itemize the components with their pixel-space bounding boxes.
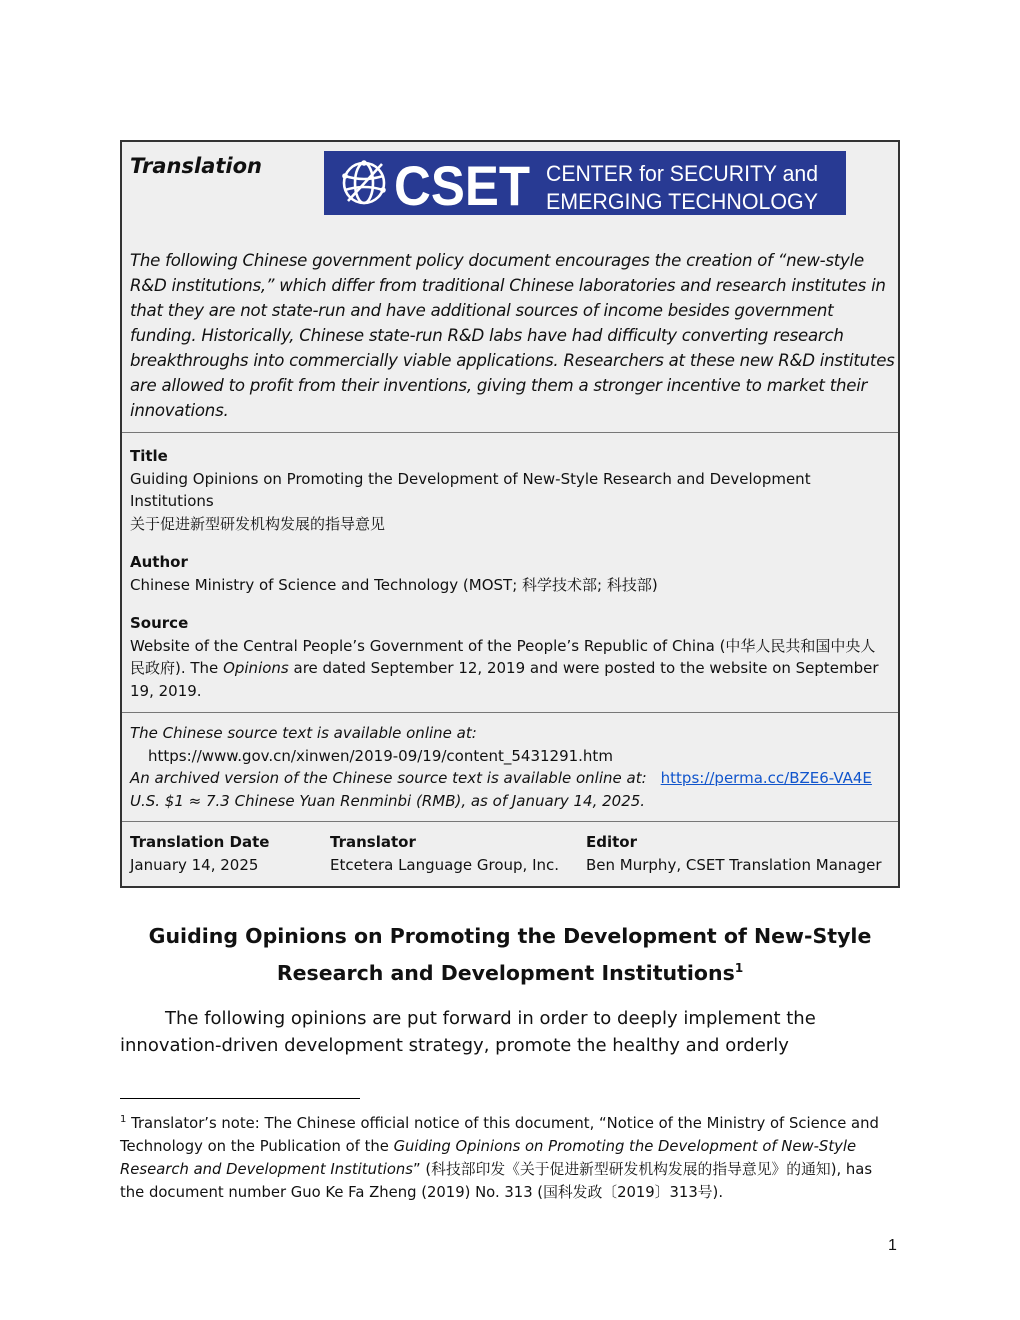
translation-date-heading: Translation Date xyxy=(130,833,270,851)
editor-heading: Editor xyxy=(586,833,637,851)
author-heading: Author xyxy=(130,553,188,571)
author-value: Chinese Ministry of Science and Technology (MOST; 科学技术部; 科技部) xyxy=(130,575,658,594)
title-footnote-mark[interactable]: 1 xyxy=(734,961,744,975)
archive-label: An archived version of the Chinese source text is available online at: xyxy=(130,769,647,787)
translation-label: Translation xyxy=(130,154,262,178)
footnote-mark: 1 xyxy=(120,1114,127,1125)
footnote-text-2: ” (科技部印发《关于促进新型研发机构发展的指导意见》的通知), has the document number Guo Ke Fa Zheng (2019) No. 313 (国科发政〔2019〕313号). xyxy=(120,1160,873,1201)
document-title-line2: Research and Development Institutions xyxy=(276,960,735,985)
source-group xyxy=(130,612,890,702)
source-value xyxy=(130,635,890,703)
footnote-text-1: Translator’s note: The Chinese official notice of this document, “Notice of the Ministry of Science and Technology on the Publication of the xyxy=(120,1114,879,1155)
source-heading: Source xyxy=(130,614,189,632)
credits-section xyxy=(122,822,898,886)
footnote-divider xyxy=(120,1098,360,1099)
translator-heading: Translator xyxy=(330,833,416,851)
intro-paragraph: The following Chinese government policy document encourages the creation of “new-style R&D institutions,” which differ from traditional Chinese laboratories and research institutes in that they are not state-run and have additional sources of income besides government funding. Historically, Chinese state-run R&D labs have had difficulty converting research breakthroughs into commercially viable applications. Researchers at these new R&D institutes are allowed to profit from their inventions, giving them a stronger incentive to market their innovations. xyxy=(130,251,895,420)
source-text-label: The Chinese source text is available online at: xyxy=(130,724,477,742)
footnote xyxy=(120,1108,900,1204)
title-heading: Title xyxy=(130,447,168,465)
translator-value: Etcetera Language Group, Inc. xyxy=(330,855,560,874)
body-paragraph: The following opinions are put forward in order to deeply implement the innovation-driven development strategy, promote the healthy and orderly xyxy=(120,1008,816,1056)
source-text-1: Website of the Central People’s Government of the People’s Republic of China (中华人民共和国中央人民政府). The xyxy=(130,636,876,677)
translation-date-column xyxy=(122,831,322,876)
header-section xyxy=(122,142,898,433)
metadata-section xyxy=(122,433,898,713)
title-chinese: 关于促进新型研发机构发展的指导意见 xyxy=(130,514,386,533)
source-opinions-em: Opinions xyxy=(223,659,289,677)
document-title-line1: Guiding Opinions on Promoting the Development of New-Style xyxy=(148,924,872,948)
currency-note: U.S. $1 ≈ 7.3 Chinese Yuan Renminbi (RMB), as of January 14, 2025. xyxy=(130,791,646,810)
logo-wordmark: CSET xyxy=(394,154,530,215)
logo-line2: EMERGING TECHNOLOGY xyxy=(546,189,819,214)
author-group xyxy=(130,551,890,596)
archive-line xyxy=(130,767,890,790)
translation-info-box xyxy=(120,140,900,888)
globe-icon xyxy=(344,163,384,203)
source-url: https://www.gov.cn/xinwen/2019-09/19/content_5431291.htm xyxy=(148,746,613,765)
source-links-section xyxy=(122,713,898,822)
title-english: Guiding Opinions on Promoting the Development of New-Style Research and Development Institutions xyxy=(130,469,811,510)
cset-logo xyxy=(324,151,846,215)
archive-link[interactable]: https://perma.cc/BZE6-VA4E xyxy=(660,769,872,787)
editor-column xyxy=(578,831,898,876)
page-number: 1 xyxy=(888,1237,897,1254)
translation-date-value: January 14, 2025 xyxy=(130,855,259,874)
editor-value: Ben Murphy, CSET Translation Manager xyxy=(586,855,882,874)
document-title xyxy=(120,920,900,989)
logo-line1: CENTER for SECURITY and xyxy=(546,161,818,186)
source-text-2: are dated September 12, 2019 and were posted to the website on September 19, 2019. xyxy=(130,659,879,700)
translator-column xyxy=(322,831,578,876)
footnote-title-em: Guiding Opinions on Promoting the Development of New-Style Research and Development Institutions xyxy=(120,1137,857,1178)
title-group xyxy=(130,445,890,535)
